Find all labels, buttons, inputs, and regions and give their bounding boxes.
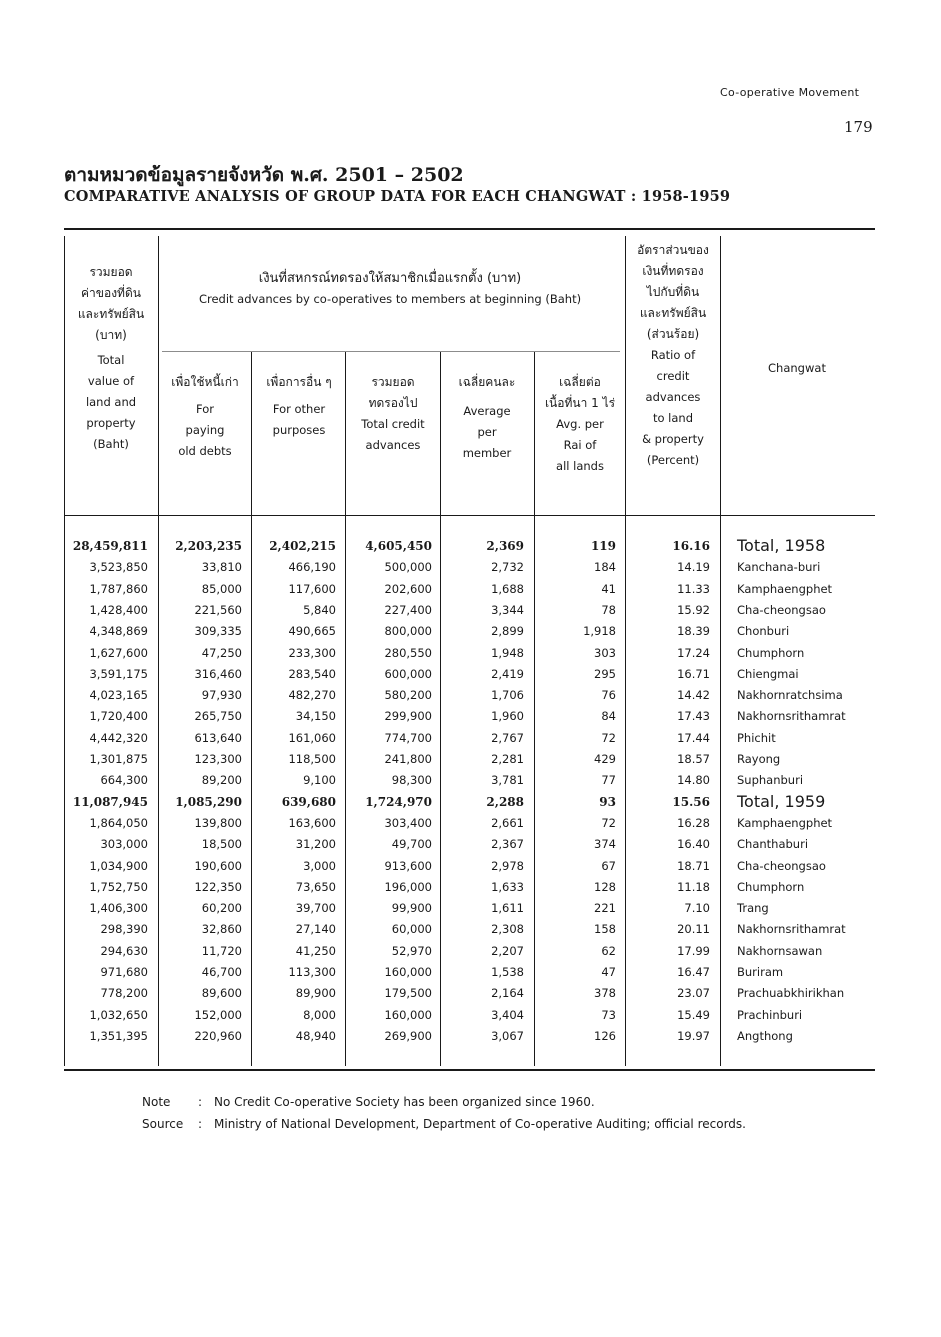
cell-average-member: 1,706: [491, 688, 524, 703]
cell-old-debts: 33,810: [201, 560, 242, 575]
cell-ratio: 15.56: [672, 794, 710, 809]
page-number: 179: [844, 118, 873, 136]
cell-old-debts: 89,200: [201, 773, 242, 788]
cell-ratio: 11.33: [677, 581, 710, 596]
cell-avg-rai: 78: [601, 602, 616, 617]
cell-avg-rai: 119: [590, 539, 616, 553]
cell-other-purposes: 9,100: [303, 773, 336, 788]
cell-ratio: 18.39: [677, 624, 710, 639]
header-ratio: อัตราส่วนของ เงินที่ทดรอง ไปกับที่ดิน และทรัพย์สิน (ส่วนร้อย) Ratio of credit advances to land & property (Percent): [637, 243, 709, 467]
cell-total-credit: 160,000: [384, 965, 432, 979]
cell-old-debts: 32,860: [201, 922, 242, 937]
cell-avg-rai: 72: [601, 730, 616, 745]
cell-ratio: 15.49: [677, 1007, 710, 1022]
cell-total-value: 664,300: [100, 773, 148, 788]
cell-changwat: Suphanburi: [737, 773, 804, 788]
note-label: Note: [142, 1095, 171, 1109]
cell-changwat: Total, 1958: [737, 536, 826, 555]
table-row: [64, 857, 875, 878]
cell-ratio: 17.43: [677, 709, 710, 724]
cell-avg-rai: 41: [601, 581, 616, 596]
table-top-rule: [64, 228, 875, 230]
cell-old-debts: 613,640: [194, 730, 242, 745]
table-row: [64, 644, 875, 665]
cell-average-member: 2,978: [491, 858, 524, 873]
cell-other-purposes: 2,402,215: [269, 539, 336, 553]
cell-average-member: 2,367: [491, 837, 524, 852]
cell-avg-rai: 295: [594, 666, 616, 681]
header-old-debts: เพื่อใช้หนี้เก่า For paying old debts: [171, 375, 239, 458]
cell-average-member: 3,781: [491, 773, 524, 788]
cell-total-credit: 179,500: [384, 986, 432, 1001]
cell-changwat: Cha-cheongsao: [737, 858, 826, 873]
cell-avg-rai: 303: [594, 645, 616, 660]
cell-changwat: Rayong: [737, 752, 781, 766]
cell-average-member: 2,164: [491, 986, 524, 1001]
cell-total-value: 778,200: [100, 986, 148, 1001]
cell-total-credit: 4,605,450: [365, 539, 432, 553]
cell-total-value: 294,630: [100, 943, 148, 958]
cell-ratio: 18.57: [677, 752, 710, 766]
table-total-row: [64, 537, 875, 558]
table-row: [64, 729, 875, 750]
cell-total-value: 4,023,165: [89, 688, 148, 703]
cell-ratio: 16.28: [677, 815, 710, 830]
cell-total-value: 303,000: [100, 837, 148, 852]
cell-avg-rai: 67: [601, 858, 616, 873]
table-row: [64, 942, 875, 963]
cell-avg-rai: 221: [594, 901, 616, 916]
table-row: [64, 814, 875, 835]
cell-changwat: Kamphaengphet: [737, 581, 833, 596]
source-line: [142, 1113, 746, 1135]
cell-avg-rai: 128: [594, 879, 616, 894]
note-line: [142, 1091, 746, 1113]
cell-old-debts: 139,800: [194, 815, 242, 830]
table-row: [64, 1027, 875, 1048]
cell-avg-rai: 77: [601, 773, 616, 788]
cell-total-value: 1,351,395: [89, 1028, 148, 1043]
cell-total-credit: 600,000: [384, 666, 432, 681]
cell-other-purposes: 34,150: [295, 709, 336, 724]
cell-total-credit: 49,700: [391, 837, 432, 852]
cell-avg-rai: 76: [601, 688, 616, 703]
cell-avg-rai: 126: [594, 1028, 616, 1043]
cell-avg-rai: 158: [594, 922, 616, 937]
cell-total-value: 1,406,300: [89, 901, 148, 916]
table-row: [64, 686, 875, 707]
cell-total-value: 3,523,850: [89, 560, 148, 575]
cell-avg-rai: 374: [594, 837, 616, 852]
cell-average-member: 1,688: [491, 581, 524, 596]
source-text: Ministry of National Development, Department of Co-operative Auditing; official records.: [214, 1117, 746, 1131]
cell-average-member: 2,661: [491, 815, 524, 830]
cell-avg-rai: 93: [599, 794, 616, 809]
cell-total-value: 1,787,860: [89, 581, 148, 596]
table-row: [64, 963, 875, 984]
cell-other-purposes: 41,250: [295, 943, 336, 958]
cell-total-value: 1,627,600: [89, 645, 148, 660]
cell-total-value: 3,591,175: [89, 666, 148, 681]
cell-ratio: 18.71: [677, 858, 710, 873]
cell-changwat: Chiengmai: [737, 666, 799, 681]
cell-changwat: Phichit: [737, 730, 776, 745]
page-title: COMPARATIVE ANALYSIS OF GROUP DATA FOR EACH CHANGWAT : 1958-1959: [64, 188, 731, 205]
cell-total-value: 28,459,811: [72, 539, 148, 553]
cell-average-member: 1,633: [491, 879, 524, 894]
cell-changwat: Total, 1959: [737, 791, 826, 811]
cell-average-member: 2,288: [486, 794, 524, 809]
cell-old-debts: 46,700: [201, 965, 242, 979]
cell-old-debts: 265,750: [194, 709, 242, 724]
cell-changwat: Prachuabkhirikhan: [737, 986, 845, 1001]
cell-ratio: 19.97: [677, 1028, 710, 1043]
cell-average-member: 2,308: [491, 922, 524, 937]
cell-changwat: Chumphorn: [737, 879, 805, 894]
cell-total-credit: 299,900: [384, 709, 432, 724]
cell-ratio: 23.07: [677, 986, 710, 1001]
cell-avg-rai: 84: [601, 709, 616, 724]
cell-total-credit: 202,600: [384, 581, 432, 596]
cell-other-purposes: 73,650: [295, 879, 336, 894]
cell-total-credit: 913,600: [384, 858, 432, 873]
cell-other-purposes: 482,270: [288, 688, 336, 703]
cell-ratio: 17.99: [677, 943, 710, 958]
cell-total-credit: 280,550: [384, 645, 432, 660]
cell-old-debts: 316,460: [194, 666, 242, 681]
source-colon: :: [198, 1117, 203, 1131]
cell-old-debts: 123,300: [194, 752, 242, 766]
cell-other-purposes: 283,540: [288, 666, 336, 681]
cell-total-credit: 241,800: [384, 752, 432, 766]
table-bottom-rule: [64, 1069, 875, 1071]
cell-average-member: 1,611: [491, 901, 524, 916]
cell-other-purposes: 48,940: [295, 1028, 336, 1043]
note-text: No Credit Co-operative Society has been organized since 1960.: [214, 1095, 595, 1109]
cell-avg-rai: 378: [594, 986, 616, 1001]
cell-average-member: 1,960: [491, 709, 524, 724]
table-row: [64, 622, 875, 643]
cell-old-debts: 60,200: [201, 901, 242, 916]
cell-old-debts: 2,203,235: [175, 539, 242, 553]
cell-average-member: 2,767: [491, 730, 524, 745]
cell-changwat: Cha-cheongsao: [737, 602, 826, 617]
cell-total-credit: 580,200: [384, 688, 432, 703]
cell-other-purposes: 3,000: [303, 858, 336, 873]
cell-ratio: 15.92: [677, 602, 710, 617]
cell-ratio: 17.24: [677, 645, 710, 660]
table-row: [64, 899, 875, 920]
cell-changwat: Angthong: [737, 1028, 793, 1043]
cell-changwat: Kamphaengphet: [737, 815, 833, 830]
cell-changwat: Chanthaburi: [737, 837, 809, 852]
cell-old-debts: 190,600: [194, 858, 242, 873]
table-row: [64, 920, 875, 941]
cell-total-value: 1,864,050: [89, 815, 148, 830]
cell-total-credit: 303,400: [384, 815, 432, 830]
cell-total-value: 11,087,945: [72, 794, 148, 809]
header-other-purposes: เพื่อการอื่น ๆ For other purposes: [266, 375, 332, 437]
cell-old-debts: 122,350: [194, 879, 242, 894]
cell-total-value: 4,348,869: [89, 624, 148, 639]
cell-changwat: Prachinburi: [737, 1007, 803, 1022]
cell-old-debts: 18,500: [201, 837, 242, 852]
cell-average-member: 1,948: [491, 645, 524, 660]
cell-ratio: 20.11: [677, 922, 710, 937]
table-row: [64, 580, 875, 601]
cell-average-member: 2,419: [491, 666, 524, 681]
cell-other-purposes: 118,500: [288, 752, 336, 766]
cell-total-value: 1,301,875: [89, 752, 148, 766]
running-head: Co-operative Movement: [720, 86, 860, 99]
table-row: [64, 835, 875, 856]
table-row: [64, 771, 875, 792]
note-colon: :: [198, 1095, 203, 1109]
cell-changwat: Nakhornsrithamrat: [737, 709, 846, 724]
cell-average-member: 3,344: [491, 602, 524, 617]
cell-total-value: 4,442,320: [89, 730, 148, 745]
cell-average-member: 1,538: [491, 965, 524, 979]
cell-other-purposes: 233,300: [288, 645, 336, 660]
cell-avg-rai: 184: [594, 560, 616, 575]
cell-average-member: 2,732: [491, 560, 524, 575]
cell-total-credit: 269,900: [384, 1028, 432, 1043]
cell-total-credit: 52,970: [391, 943, 432, 958]
cell-total-credit: 800,000: [384, 624, 432, 639]
table-row: [64, 1006, 875, 1027]
cell-ratio: 7.10: [684, 901, 710, 916]
cell-avg-rai: 72: [601, 815, 616, 830]
cell-avg-rai: 73: [601, 1007, 616, 1022]
cell-total-credit: 60,000: [391, 922, 432, 937]
cell-total-value: 1,752,750: [89, 879, 148, 894]
cell-ratio: 14.42: [677, 688, 710, 703]
cell-other-purposes: 8,000: [303, 1007, 336, 1022]
footnotes: [142, 1091, 746, 1135]
header-average-member: เฉลี่ยคนละ Average per member: [458, 375, 516, 460]
cell-total-value: 298,390: [100, 922, 148, 937]
cell-total-credit: 500,000: [384, 560, 432, 575]
cell-changwat: Kanchana-buri: [737, 560, 821, 575]
header-total-value: รวมยอด ค่าของที่ดิน และทรัพย์สิน (บาท) Total value of land and property (Baht): [77, 265, 145, 451]
cell-total-credit: 196,000: [384, 879, 432, 894]
table-row: [64, 984, 875, 1005]
cell-old-debts: 47,250: [201, 645, 242, 660]
cell-old-debts: 11,720: [201, 943, 242, 958]
source-label: Source: [142, 1117, 184, 1131]
cell-old-debts: 97,930: [201, 688, 242, 703]
cell-ratio: 14.80: [677, 773, 710, 788]
cell-avg-rai: 429: [594, 752, 616, 766]
cell-ratio: 16.71: [677, 666, 710, 681]
cell-other-purposes: 31,200: [295, 837, 336, 852]
header-total-credit: รวมยอด ทดรองไป Total credit advances: [361, 375, 425, 452]
cell-old-debts: 85,000: [201, 581, 242, 596]
cell-average-member: 3,067: [491, 1028, 524, 1043]
cell-average-member: 2,207: [491, 943, 524, 958]
cell-other-purposes: 5,840: [303, 602, 336, 617]
cell-total-credit: 774,700: [384, 730, 432, 745]
table-total-row: [64, 793, 875, 814]
cell-avg-rai: 1,918: [583, 624, 616, 639]
cell-old-debts: 309,335: [194, 624, 242, 639]
cell-other-purposes: 117,600: [288, 581, 336, 596]
cell-old-debts: 221,560: [194, 602, 242, 617]
cell-changwat: Trang: [737, 901, 769, 916]
cell-other-purposes: 466,190: [288, 560, 336, 575]
cell-changwat: Chumphorn: [737, 645, 805, 660]
cell-total-value: 1,428,400: [89, 602, 148, 617]
cell-total-value: 1,034,900: [89, 858, 148, 873]
data-table: [64, 228, 875, 1071]
cell-changwat: Nakhornsrithamrat: [737, 922, 846, 937]
header-changwat: Changwat: [768, 361, 826, 375]
cell-ratio: 16.40: [677, 837, 710, 852]
header-credit-group: เงินที่สหกรณ์ทดรองให้สมาชิกเมื่อแรกตั้ง (บาท) Credit advances by co-operatives to members at beginning (Baht): [198, 271, 582, 306]
cell-other-purposes: 161,060: [288, 730, 336, 745]
cell-total-value: 1,032,650: [89, 1007, 148, 1022]
cell-changwat: Chonburi: [737, 624, 790, 639]
cell-changwat: Nakhornratchsima: [737, 688, 843, 703]
cell-ratio: 16.47: [677, 965, 710, 979]
cell-ratio: 16.16: [672, 539, 710, 553]
cell-avg-rai: 62: [601, 943, 616, 958]
cell-other-purposes: 89,900: [295, 986, 336, 1001]
cell-total-value: 971,680: [100, 965, 148, 979]
header-avg-rai: เฉลี่ยต่อ เนื้อที่นา 1 ไร่ Avg. per Rai of all lands: [544, 375, 616, 473]
title-thai: ตามหมวดข้อมูลรายจังหวัด พ.ศ. 2501 – 2502: [64, 164, 464, 186]
cell-total-value: 1,720,400: [89, 709, 148, 724]
cell-other-purposes: 490,665: [288, 624, 336, 639]
cell-old-debts: 89,600: [201, 986, 242, 1001]
cell-total-credit: 160,000: [384, 1007, 432, 1022]
cell-average-member: 2,369: [486, 539, 524, 553]
cell-average-member: 3,404: [491, 1007, 524, 1022]
cell-total-credit: 227,400: [384, 602, 432, 617]
cell-other-purposes: 113,300: [288, 965, 336, 979]
cell-average-member: 2,281: [491, 752, 524, 766]
cell-ratio: 11.18: [677, 879, 710, 894]
cell-old-debts: 152,000: [194, 1007, 242, 1022]
credit-group-rule: [162, 351, 620, 352]
table-row: [64, 601, 875, 622]
table-row: [64, 878, 875, 899]
cell-changwat: Nakhornsawan: [737, 943, 823, 958]
cell-total-credit: 98,300: [391, 773, 432, 788]
cell-changwat: Buriram: [737, 965, 784, 979]
header-bottom-rule: [64, 515, 875, 516]
cell-other-purposes: 27,140: [295, 922, 336, 937]
cell-ratio: 14.19: [677, 560, 710, 575]
cell-old-debts: 1,085,290: [175, 794, 242, 809]
cell-ratio: 17.44: [677, 730, 710, 745]
cell-other-purposes: 39,700: [295, 901, 336, 916]
table-row: [64, 558, 875, 579]
cell-total-credit: 99,900: [391, 901, 432, 916]
cell-other-purposes: 163,600: [288, 815, 336, 830]
cell-total-credit: 1,724,970: [365, 794, 432, 809]
cell-average-member: 2,899: [491, 624, 524, 639]
cell-old-debts: 220,960: [194, 1028, 242, 1043]
table-row: [64, 707, 875, 728]
table-row: [64, 750, 875, 771]
cell-avg-rai: 47: [601, 965, 616, 979]
cell-other-purposes: 639,680: [281, 794, 336, 809]
table-row: [64, 665, 875, 686]
